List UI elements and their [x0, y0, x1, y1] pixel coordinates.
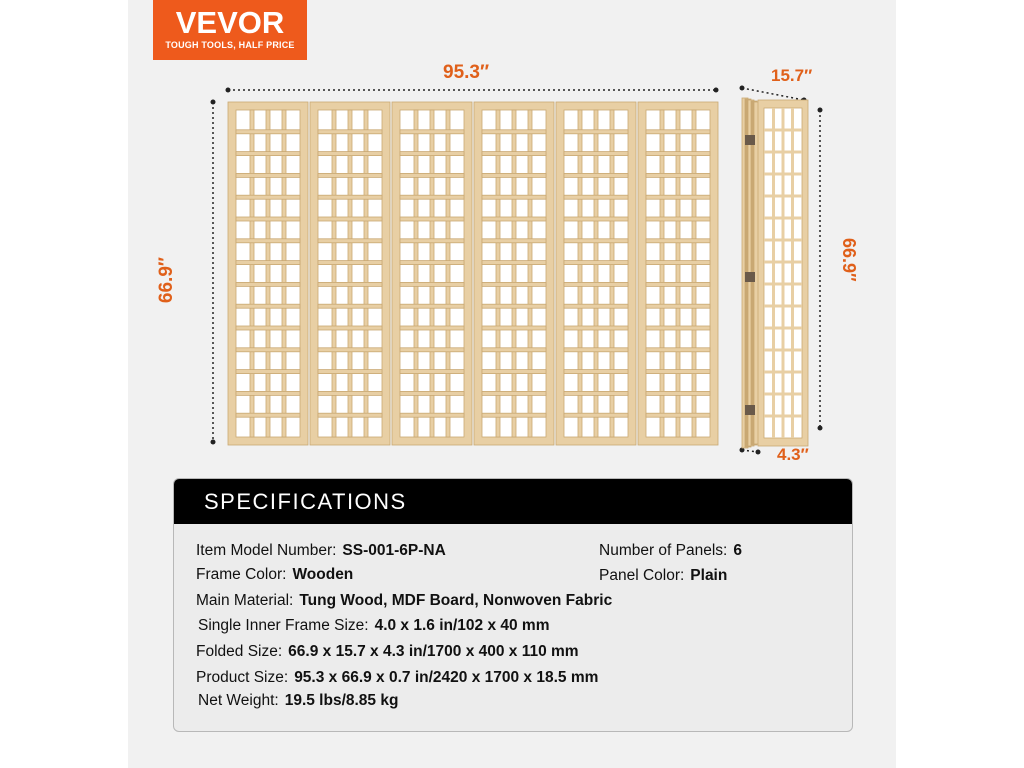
folded-grid-bar [764, 415, 802, 418]
divider-panel [638, 102, 718, 445]
folded-divider [742, 98, 808, 448]
folded-height-label: 66.9″ [839, 238, 859, 282]
product-image-canvas [128, 0, 896, 768]
spec-row-net-weight: Net Weight: 19.5 lbs/8.85 kg [198, 692, 399, 709]
divider-panel [228, 102, 308, 445]
folded-grid-bar [764, 173, 802, 176]
folded-grid-bar [764, 217, 802, 220]
spec-row-model-number: Item Model Number: SS-001-6P-NA [196, 542, 446, 559]
divider-panel [310, 102, 390, 445]
folded-grid-bar [764, 261, 802, 264]
spec-row-product-size: Product Size: 95.3 x 66.9 x 0.7 in/2420 x 1700 x 18.5 mm [196, 669, 599, 686]
spec-row-main-material: Main Material: Tung Wood, MDF Board, Nonwoven Fabric [196, 592, 613, 609]
folded-grid-bar [764, 349, 802, 352]
folded-grid-bar [782, 108, 785, 438]
folded-grid-bar [764, 393, 802, 396]
spec-row-folded-size: Folded Size: 66.9 x 15.7 x 4.3 in/1700 x 400 x 110 mm [196, 643, 579, 660]
divider-panel [556, 102, 636, 445]
hinge-icon [745, 272, 755, 282]
divider-panels [228, 102, 718, 445]
spec-row-inner-frame-size: Single Inner Frame Size: 4.0 x 1.6 in/102 x 40 mm [198, 617, 550, 634]
hinge-icon [745, 405, 755, 415]
folded-grid-bar [764, 151, 802, 154]
specifications-box [173, 478, 853, 732]
logo-brand: VEVOR [175, 5, 285, 40]
folded-grid-bar [764, 129, 802, 132]
folded-grid-bar [764, 371, 802, 374]
specifications-header [174, 479, 852, 524]
folded-grid-bar [772, 108, 775, 438]
spec-row-number-of-panels: Number of Panels: 6 [599, 542, 742, 559]
specifications-title: SPECIFICATIONS [204, 489, 407, 514]
folded-width-label: 15.7″ [771, 66, 813, 85]
height-label: 66.9″ [156, 257, 177, 304]
divider-panel [392, 102, 472, 445]
folded-grid-bar [764, 283, 802, 286]
folded-grid-bar [764, 195, 802, 198]
folded-grid-bar [764, 239, 802, 242]
folded-width-dimension-line [742, 88, 804, 100]
folded-depth-label: 4.3″ [777, 445, 809, 464]
logo-tagline: TOUGH TOOLS, HALF PRICE [165, 40, 295, 50]
folded-grid-bar [764, 327, 802, 330]
folded-grid-bar [791, 108, 794, 438]
spec-row-frame-color: Frame Color: Wooden [196, 566, 354, 583]
divider-panel [474, 102, 554, 445]
width-label: 95.3″ [443, 62, 490, 83]
spec-row-panel-color: Panel Color: Plain [599, 567, 728, 584]
folded-grid-bar [764, 305, 802, 308]
hinge-icon [745, 135, 755, 145]
